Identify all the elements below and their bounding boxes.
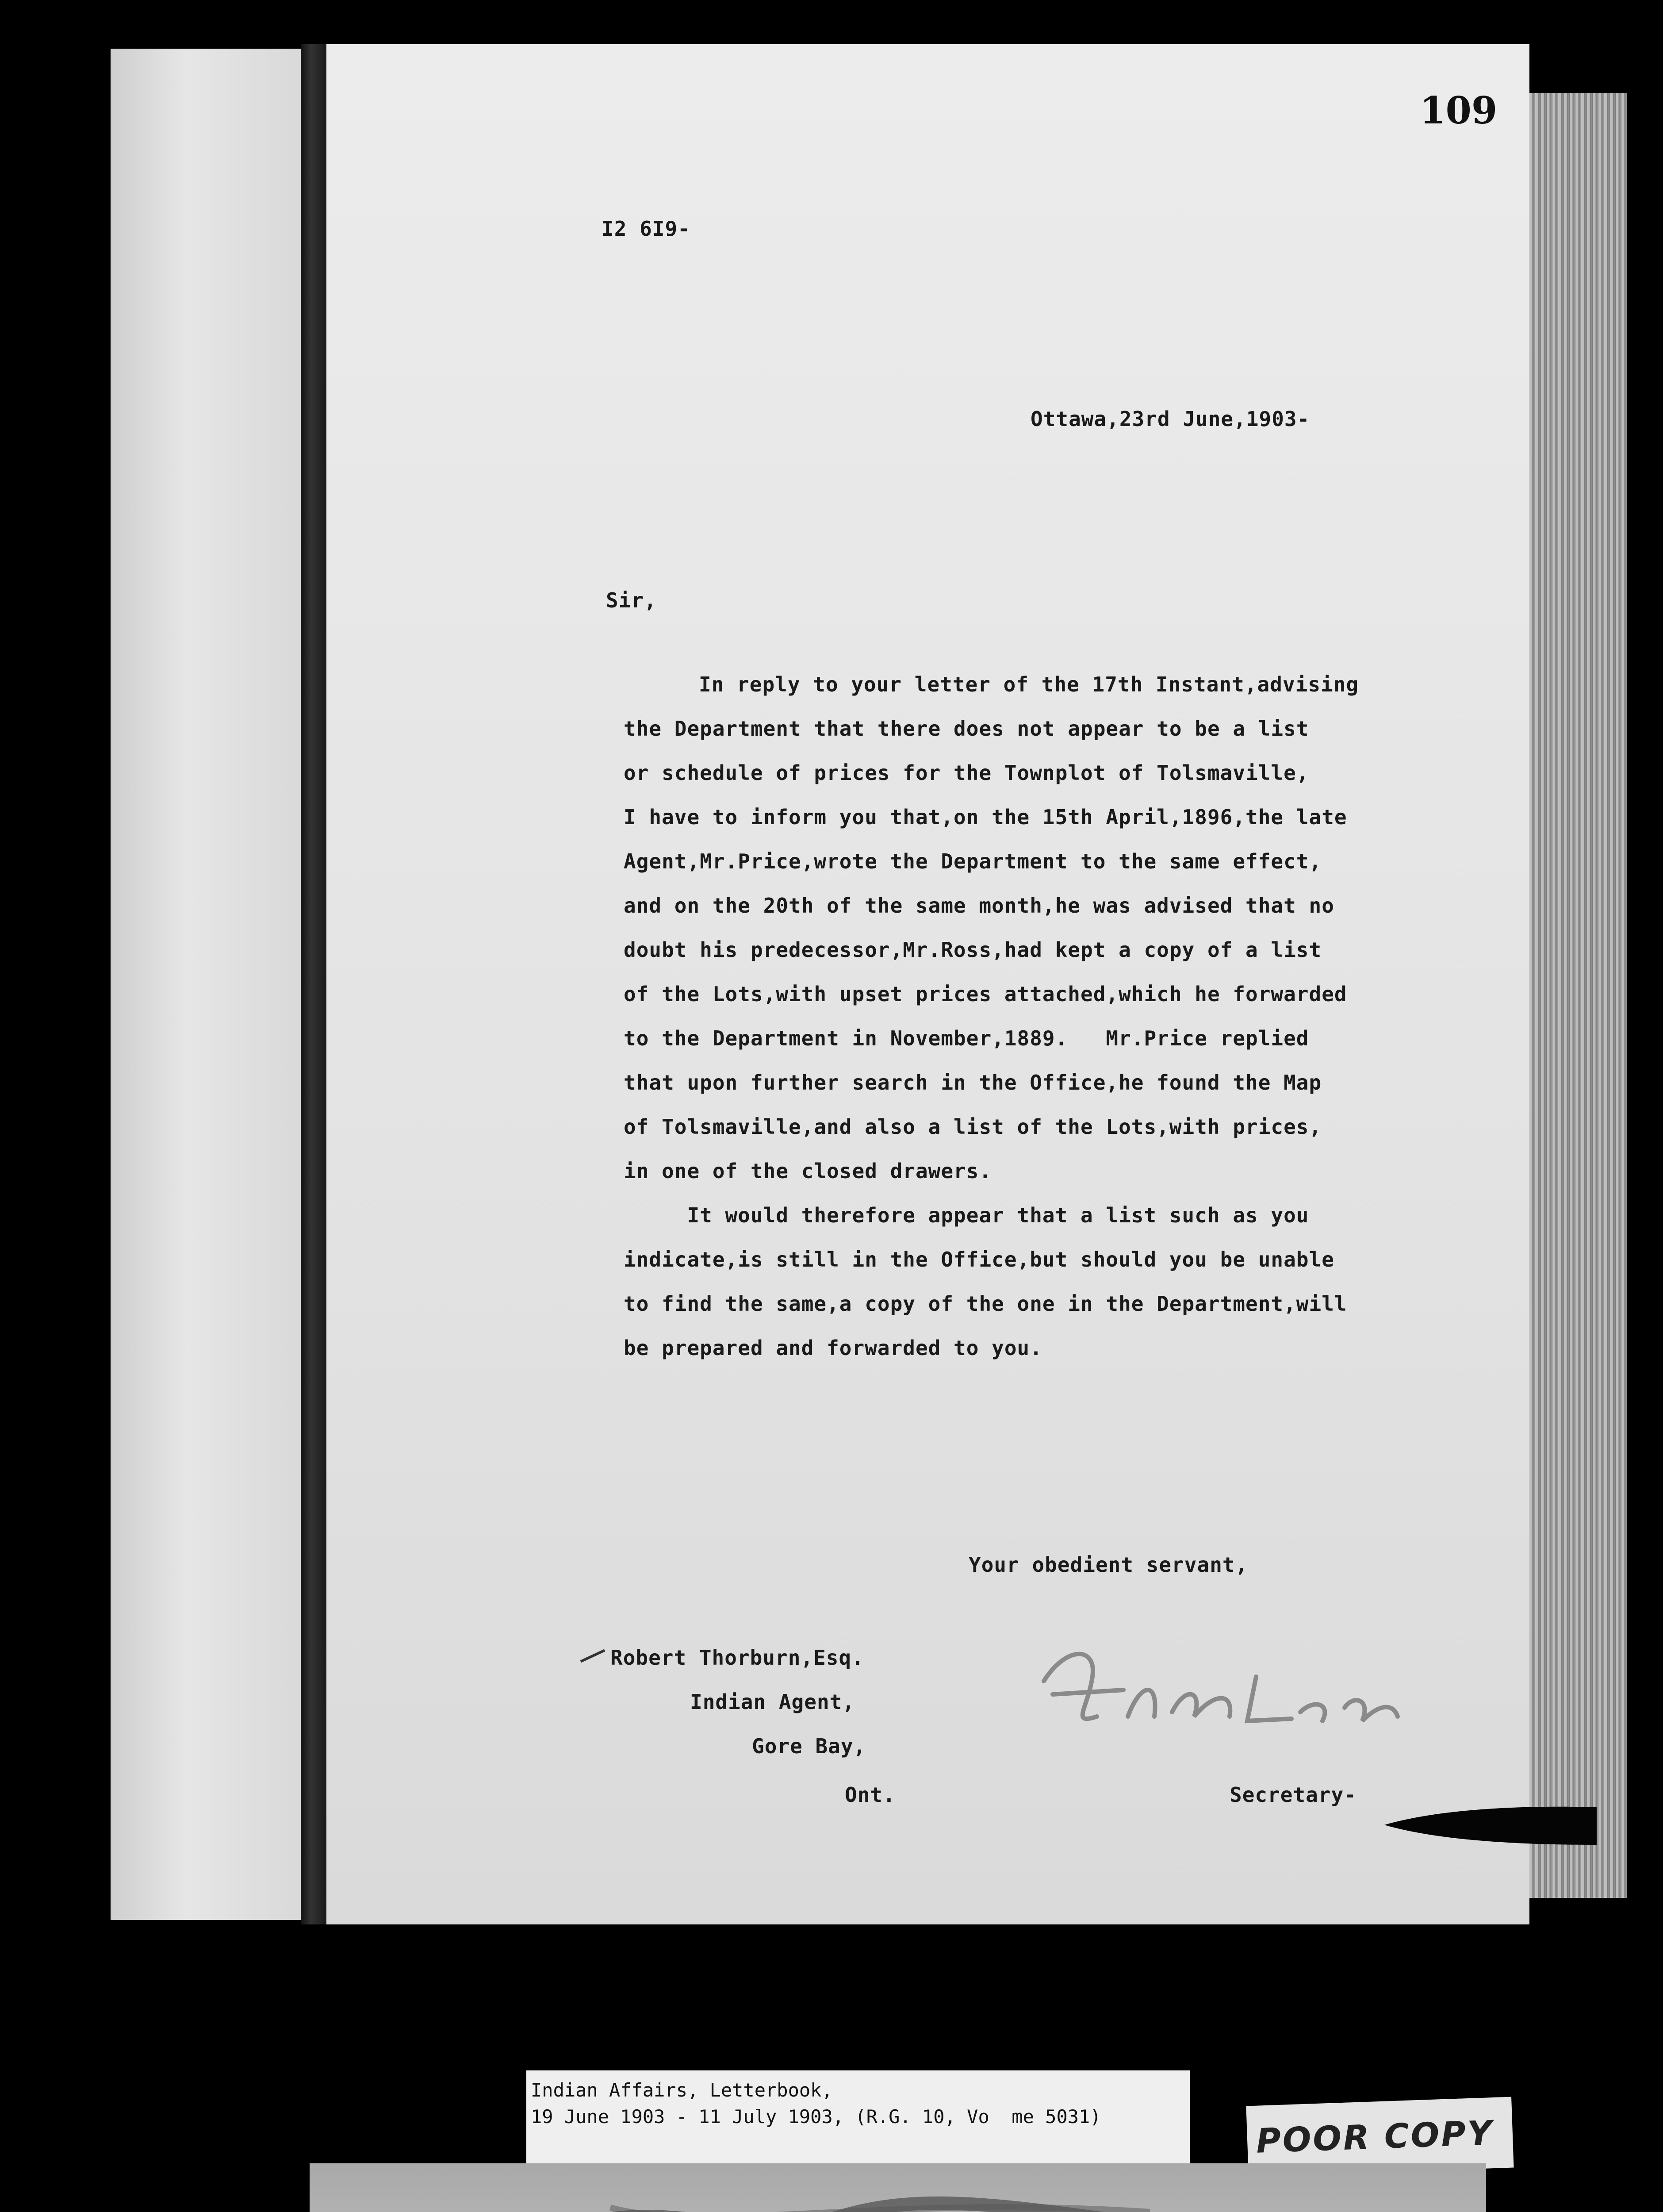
body-line: indicate,is still in the Office,but should you be unable [624, 1248, 1334, 1271]
body-line: or schedule of prices for the Townplot of Tolsmaville, [624, 761, 1309, 785]
body-line: and on the 20th of the same month,he was advised that no [624, 894, 1334, 918]
reference-number: I2 6I9- [602, 217, 690, 241]
body-line: doubt his predecessor,Mr.Ross,had kept a copy of a list [624, 938, 1322, 962]
archive-label-line: Indian Affairs, Letterbook, [531, 2079, 833, 2101]
salutation: Sir, [606, 588, 657, 612]
page-edges [1529, 93, 1627, 1898]
closing-line: Your obedient servant, [969, 1553, 1248, 1577]
page-number: 109 [1420, 88, 1498, 132]
body-line: to the Department in November,1889. Mr.Price replied [624, 1026, 1309, 1050]
addressee-name: Robert Thorburn,Esq. [610, 1646, 864, 1670]
body-line: It would therefore appear that a list such as you [624, 1203, 1309, 1227]
handwritten-signature [1026, 1628, 1406, 1743]
left-page [111, 49, 301, 1920]
signatory-title: Secretary- [1230, 1783, 1356, 1807]
body-line: of Tolsmaville,and also a list of the Lots,with prices, [624, 1115, 1322, 1139]
pen-tip-shape [1384, 1805, 1597, 1845]
body-line: I have to inform you that,on the 15th April,1896,the late [624, 805, 1347, 829]
body-line: that upon further search in the Office,he found the Map [624, 1071, 1322, 1094]
addressee-place: Gore Bay, [752, 1734, 866, 1758]
body-line: of the Lots,with upset prices attached,which he forwarded [624, 982, 1347, 1006]
body-line: In reply to your letter of the 17th Instant,advising [699, 672, 1359, 696]
body-line: in one of the closed drawers. [624, 1159, 992, 1183]
body-line: Agent,Mr.Price,wrote the Department to the same effect, [624, 849, 1322, 873]
book-gutter [301, 44, 326, 1924]
date-line: Ottawa,23rd June,1903- [1031, 407, 1310, 431]
body-line: to find the same,a copy of the one in the Department,will [624, 1292, 1347, 1316]
addressee-title: Indian Agent, [690, 1690, 855, 1714]
stamp-smudge [575, 2181, 1194, 2212]
archive-label-card [526, 2070, 1190, 2163]
body-line: the Department that there does not appear to be a list [624, 717, 1309, 741]
poor-copy-text: POOR COPY [1255, 2113, 1494, 2161]
addressee-province: Ont. [845, 1783, 896, 1807]
archives-stamp [310, 2163, 1486, 2212]
archive-label-line: 19 June 1903 - 11 July 1903, (R.G. 10, Vo me 5031) [531, 2106, 1101, 2128]
body-line: be prepared and forwarded to you. [624, 1336, 1042, 1360]
